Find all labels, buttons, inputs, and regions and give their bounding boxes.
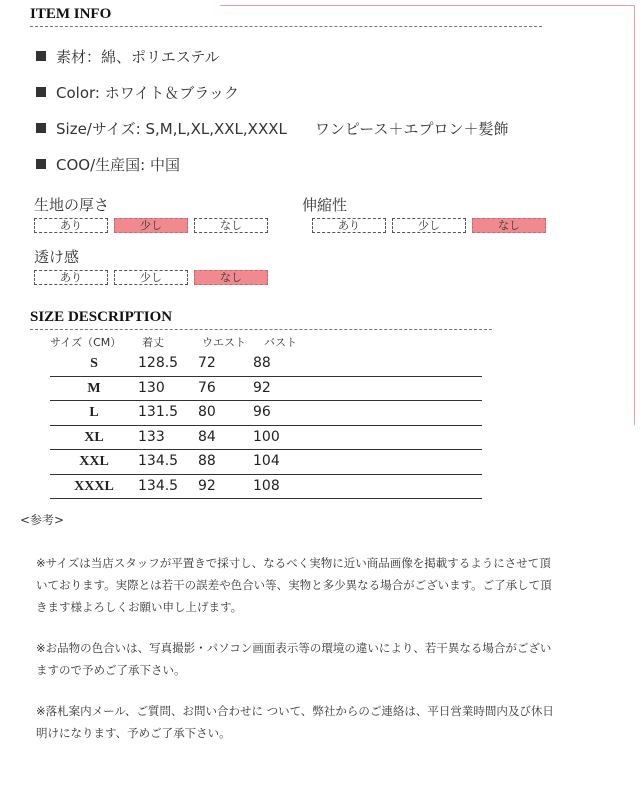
cell-bust: 92 [253, 379, 271, 396]
cell-length: 131.5 [138, 404, 179, 420]
info-item-color [36, 74, 626, 110]
attr-label: 透け感 [34, 248, 80, 266]
cell-waist: 88 [198, 453, 216, 469]
reference-label: <参考> [20, 513, 65, 527]
table-row [50, 450, 482, 475]
header-size: サイズ（CM） [50, 336, 122, 349]
table-row [50, 352, 482, 377]
item-info-divider [30, 26, 542, 27]
table-row [50, 377, 482, 402]
option-sukoshi-selected: 少し [114, 218, 188, 233]
square-bullet-icon [36, 87, 46, 97]
size-table [50, 334, 482, 499]
square-bullet-icon [36, 51, 46, 61]
info-extra-contents: ワンピース＋エプロン＋髪飾 [314, 119, 509, 138]
note-measurement: ※サイズは当店スタッフが平置きで採寸し、なるべく実物に近い商品画像を掲載するようにさせて頂いております。実際とは若干の誤差や色合い等、実物と多少異なる場合がございます。ご了承して頂きます様よろしくお願い申し上げます。 [36, 556, 552, 614]
size-description-title: SIZE DESCRIPTION [30, 309, 173, 325]
option-sukoshi: 少し [114, 270, 188, 285]
cell-length: 134.5 [138, 477, 179, 494]
reference-notes [36, 552, 556, 763]
option-nashi-selected: なし [472, 218, 546, 233]
info-item-size [36, 110, 626, 146]
cell-waist: 92 [198, 477, 216, 494]
cell-length: 130 [138, 379, 165, 396]
cell-bust: 104 [253, 453, 280, 469]
cell-bust: 88 [253, 355, 271, 371]
attr-options [312, 218, 546, 233]
cell-bust: 96 [253, 404, 271, 420]
attr-thickness [34, 194, 268, 233]
cell-waist: 76 [198, 379, 216, 396]
table-row [50, 475, 482, 500]
table-row [50, 401, 482, 426]
info-item-material [36, 38, 626, 74]
header-length: 着丈 [142, 336, 164, 349]
item-info-list [36, 38, 626, 182]
item-info-title: ITEM INFO [30, 6, 112, 22]
option-ari: あり [312, 218, 386, 233]
cell-size: S [90, 356, 98, 371]
cell-size: XXXL [74, 478, 114, 494]
cell-waist: 80 [198, 404, 216, 420]
note-color: ※お品物の色合いは、写真撮影・パソコン画面表示等の環境の違いにより、若干異なる場合がございますので予めご了承下さい。 [36, 641, 552, 677]
header-waist: ウエスト [202, 336, 246, 349]
info-text: COO/生産国: 中国 [56, 155, 180, 174]
attr-options [34, 218, 268, 233]
attr-sheerness [34, 246, 268, 285]
attr-options [34, 270, 268, 285]
attr-stretch [302, 194, 546, 233]
info-text: Size/サイズ: S,M,L,XL,XXL,XXXL [56, 119, 287, 138]
attr-label: 生地の厚さ [34, 196, 110, 214]
cell-length: 128.5 [138, 355, 179, 371]
cell-bust: 108 [253, 477, 280, 494]
square-bullet-icon [36, 159, 46, 169]
cell-waist: 84 [198, 428, 216, 445]
decorative-frame-right [634, 5, 635, 425]
option-nashi: なし [194, 218, 268, 233]
size-table-header [50, 334, 482, 352]
info-text: 素材：綿、ポリエステル [56, 47, 220, 66]
cell-size: M [87, 380, 101, 396]
option-sukoshi: 少し [392, 218, 466, 233]
cell-size: XL [84, 429, 104, 445]
cell-length: 133 [138, 428, 165, 445]
square-bullet-icon [36, 123, 46, 133]
decorative-frame-top [220, 5, 635, 6]
option-ari: あり [34, 218, 108, 233]
header-bust: バスト [264, 336, 297, 349]
info-item-origin [36, 146, 626, 182]
note-contact: ※落札案内メール、ご質問、お問い合わせに ついて、弊社からのご連絡は、平日営業時間内及び休日明けになります、予めご了承下さい。 [36, 704, 554, 740]
cell-waist: 72 [198, 355, 216, 371]
cell-bust: 100 [253, 428, 280, 445]
option-nashi-selected: なし [194, 270, 268, 285]
cell-length: 134.5 [138, 453, 179, 469]
cell-size: XXL [79, 454, 109, 469]
cell-size: L [89, 405, 99, 420]
info-text: Color: ホワイト＆ブラック [56, 83, 239, 102]
attr-label: 伸縮性 [302, 196, 348, 214]
table-row [50, 426, 482, 451]
option-ari: あり [34, 270, 108, 285]
size-description-divider [30, 329, 492, 330]
